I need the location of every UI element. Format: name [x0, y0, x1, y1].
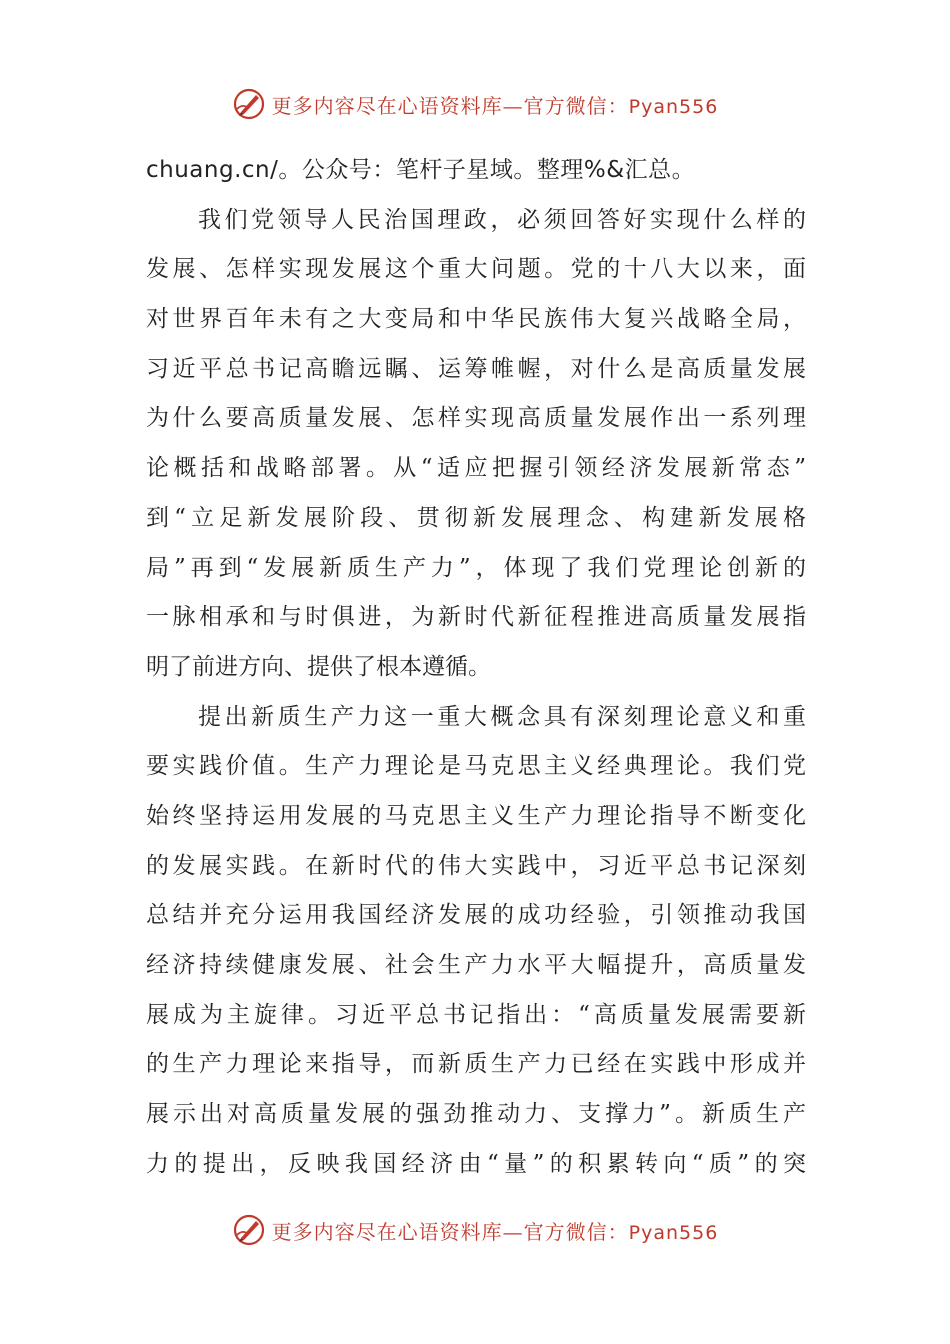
text-line: 的生产力理论来指导，而新质生产力已经在实践中形成并 — [146, 1051, 806, 1078]
banner-main-text: 更多内容尽在心语资料库 — [271, 93, 503, 118]
header-banner — [0, 84, 950, 124]
text-line: 为什么要高质量发展、怎样实现高质量发展作出一系列理 — [146, 405, 806, 432]
text-line: chuang.cn/。公众号：笔杆子星域。整理%&汇总。 — [146, 157, 696, 183]
banner-text — [272, 90, 719, 119]
text-line: 展成为主旋律。习近平总书记指出：“高质量发展需要新 — [146, 1001, 806, 1028]
banner-main-text: 更多内容尽在心语资料库 — [271, 1219, 503, 1244]
pen-logo-icon — [232, 1213, 266, 1247]
text-line: 经济持续健康发展、社会生产力水平大幅提升，高质量发 — [146, 952, 806, 978]
pen-logo-icon — [232, 87, 266, 121]
footer-banner — [0, 1210, 950, 1250]
banner-wechat-id: Pyan556 — [628, 95, 719, 118]
text-line: 始终坚持运用发展的马克思主义生产力理论指导不断变化 — [146, 802, 806, 829]
text-line: 发展、怎样实现发展这个重大问题。党的十八大以来，面 — [146, 256, 806, 283]
banner-text — [272, 1216, 719, 1245]
document-body — [146, 146, 806, 1189]
text-line: 对世界百年未有之大变局和中华民族伟大复兴战略全局， — [146, 306, 806, 333]
text-line: 要实践价值。生产力理论是马克思主义经典理论。我们党 — [146, 753, 806, 780]
banner-wechat-id: Pyan556 — [628, 1221, 719, 1244]
text-line: 习近平总书记高瞻远瞩、运筹帷幄，对什么是高质量发展 — [146, 355, 806, 382]
banner-wechat-label: 官方微信： — [523, 1219, 629, 1244]
paragraph-first-line: 提出新质生产力这一重大概念具有深刻理论意义和重 — [198, 703, 806, 730]
text-line: 论概括和战略部署。从“适应把握引领经济发展新常态” — [146, 455, 806, 482]
banner-dash: — — [502, 93, 524, 118]
text-line: 的发展实践。在新时代的伟大实践中，习近平总书记深刻 — [146, 852, 806, 879]
text-line: 到“立足新发展阶段、贯彻新发展理念、构建新发展格 — [146, 504, 806, 531]
paragraph-first-line: 我们党领导人民治国理政，必须回答好实现什么样的 — [198, 206, 806, 233]
text-line: 展示出对高质量发展的强劲推动力、支撑力”。新质生产 — [146, 1101, 806, 1128]
text-line: 局”再到“发展新质生产力”，体现了我们党理论创新的 — [146, 554, 806, 581]
text-line: 力的提出，反映我国经济由“量”的积累转向“质”的突 — [146, 1150, 806, 1177]
text-line: 总结并充分运用我国经济发展的成功经验，引领推动我国 — [146, 902, 806, 929]
banner-wechat-label: 官方微信： — [523, 93, 629, 118]
banner-dash: — — [502, 1219, 524, 1244]
text-line: 一脉相承和与时俱进，为新时代新征程推进高质量发展指 — [146, 604, 806, 631]
text-line: 明了前进方向、提供了根本遵循。 — [146, 653, 491, 680]
